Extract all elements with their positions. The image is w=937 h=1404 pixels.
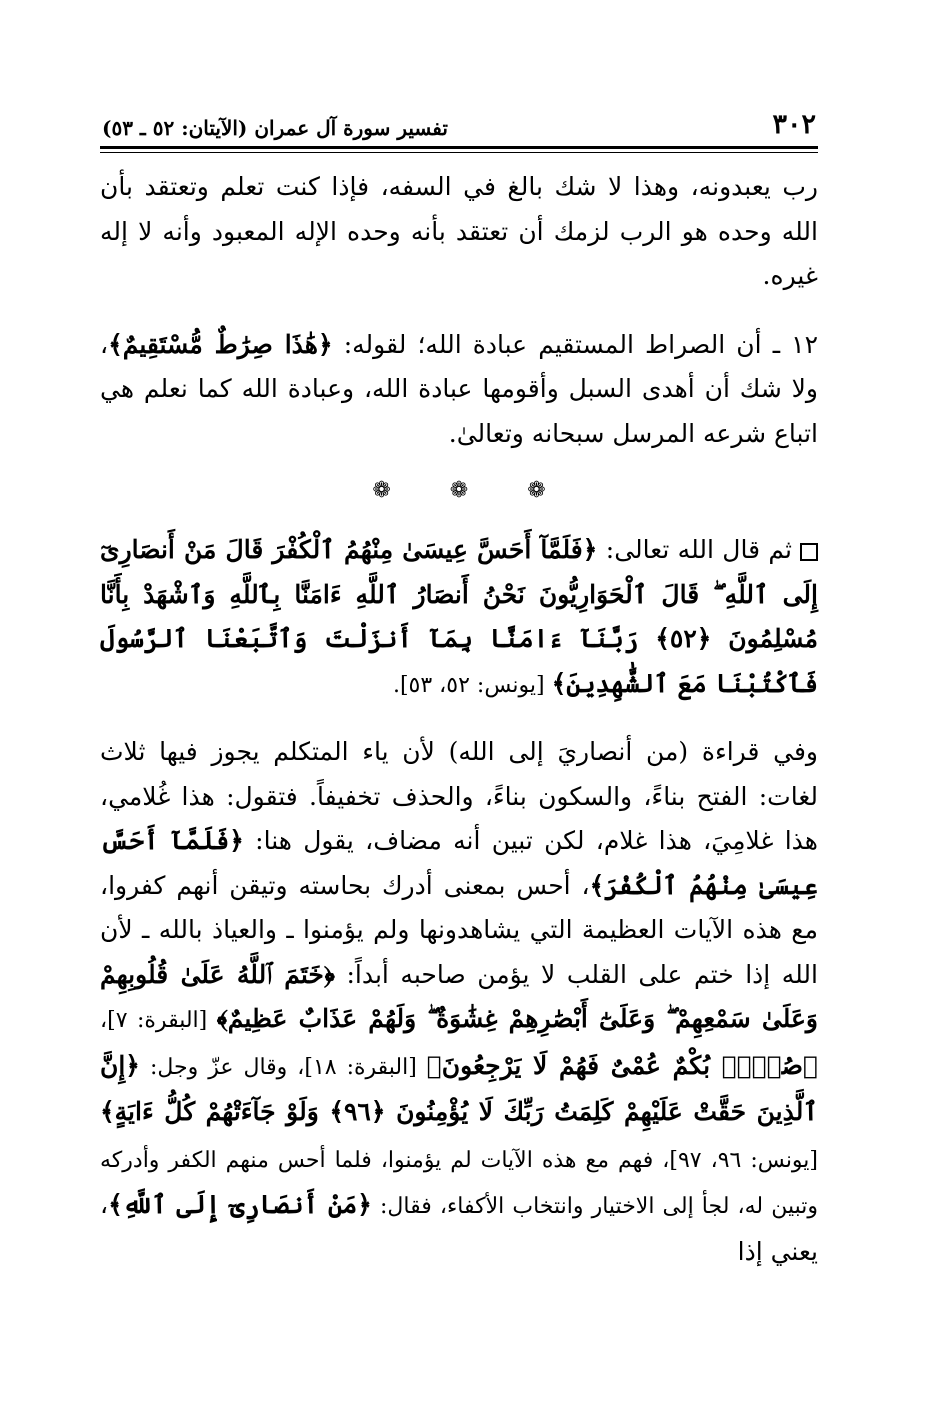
paragraph-1 xyxy=(100,165,818,299)
paragraph-3-lead: ثم قال الله تعالى: xyxy=(597,535,792,564)
verse-reference: [البقرة: ٧]، xyxy=(100,1008,217,1033)
page-number: ٣٠٢ xyxy=(772,109,816,140)
header-rule-thin xyxy=(100,152,818,153)
paragraph-4-text-2: ، أحس بمعنى أدرك بحاسته وتيقن أنهم كفروا، مع هذه الآيات العظيمة التي يشاهدونها ولم يؤمنوا ـ والعياذ بالله ـ لأن الله إذا ختم على القلب لا يؤمن صاحبه أبداً: xyxy=(100,870,818,989)
quran-quote: ﴿صُمٌّۢ بُكْمٌ عُمْىٌ فَهُمْ لَا يَرْجِعُونَ﴾ xyxy=(426,1050,818,1080)
paragraph-4 xyxy=(100,730,818,1274)
verse-reference: [يونس: ٥٢، ٥٣]. xyxy=(392,672,552,698)
quran-quote: ﴿خَتَمَ ٱللَّهُ عَلَىٰ قُلُوبِهِمْ وَعَلَىٰ سَمْعِهِمْ ۖ وَعَلَىٰٓ أَبْصَٰرِهِمْ غِشَٰوَةٌ ۖ وَلَهُمْ عَذَابٌ عَظِيمٌ﴾ xyxy=(100,959,818,1033)
square-marker-icon xyxy=(800,543,818,561)
paragraph-4-text-1: وفي قراءة (من أنصاريَ إلى الله) لأن ياء المتكلم يجوز فيها ثلاث لغات: الفتح بناءً، والسكون بناءً، والحذف تخفيفاً. فتقول: هذا غُلامي، هذا غلامِيَ، هذا غلام، لكن تبين أنه مضاف، يقول هنا: xyxy=(100,737,818,855)
header-rule-thick xyxy=(100,146,818,149)
running-title: تفسير سورة آل عمران (الآيتان: ٥٢ ـ ٥٣) xyxy=(102,116,448,140)
paragraph-2-rest: ، ولا شك أن أهدى السبل وأقومها عبادة الله، وعبادة الله كما نعلم هي اتباع شرعه المرسل سبحانه وتعالىٰ. xyxy=(100,329,818,448)
page-header xyxy=(100,92,818,138)
paragraph-1-text: رب يعبدونه، وهذا لا شك بالغ في السفه، فإذا كنت تعلم وتعتقد بأن الله وحده هو الرب لزمك أن تعتقد بأنه وحده الإله المعبود وأنه لا إله غيره. xyxy=(100,172,818,290)
quran-quote: ﴿فَلَمَّآ أَحَسَّ عِيسَىٰ مِنْهُمُ ٱلْكُفْرَ قَالَ مَنْ أَنصَارِىٓ إِلَى ٱللَّهِ ۖ قَالَ ٱلْحَوَارِيُّونَ نَحْنُ أَنصَارُ ٱللَّهِ ءَامَنَّا بِٱللَّهِ وَٱشْهَدْ بِأَنَّا مُسْلِمُونَ ﴿٥٢﴾ رَبَّنَآ ءَامَنَّا بِمَآ أَنزَلْتَ وَٱتَّبَعْنَا ٱلرَّسُولَ فَٱكْتُبْنَا مَعَ ٱلشَّٰهِدِينَ﴾ xyxy=(100,535,818,698)
paragraph-2-lead: ١٢ ـ أن الصراط المستقيم عبادة الله؛ لقوله: xyxy=(332,329,818,359)
verse-reference: [يونس: ٩٦، ٩٧]، فهم مع هذه الآيات لم يؤمنوا، فلما أحس منهم الكفر وأدركه وتبين له، لجأ إلى الاختيار وانتخاب الأكفاء، فقال: xyxy=(100,1147,819,1219)
section-divider: ❁ ❁ ❁ xyxy=(372,478,572,503)
quran-quote: ﴿إِنَّ ٱلَّذِينَ حَقَّتْ عَلَيْهِمْ كَلِمَتُ رَبِّكَ لَا يُؤْمِنُونَ ﴿٩٦﴾ وَلَوْ جَآءَتْهُمْ كُلُّ ءَايَةٍ﴾ xyxy=(100,1050,818,1126)
quran-quote: ﴿فَلَمَّآ أَحَسَّ عِيسَىٰ مِنْهُمُ ٱلْكُفْرَ﴾ xyxy=(100,826,818,900)
paragraph-2 xyxy=(100,323,818,457)
quran-quote: ﴿هَٰذَا صِرَٰطٌ مُّسْتَقِيمٌ﴾ xyxy=(108,329,333,359)
paragraph-4-text-3: ، يعني إذا xyxy=(100,1190,818,1266)
quran-quote: ﴿مَنْ أَنصَارِىٓ إِلَى ٱللَّهِ﴾ xyxy=(108,1190,372,1219)
paragraph-3 xyxy=(100,528,818,708)
verse-reference: [البقرة: ١٨]، وقال عزّ وجل: xyxy=(139,1054,427,1080)
book-page xyxy=(100,92,818,1274)
